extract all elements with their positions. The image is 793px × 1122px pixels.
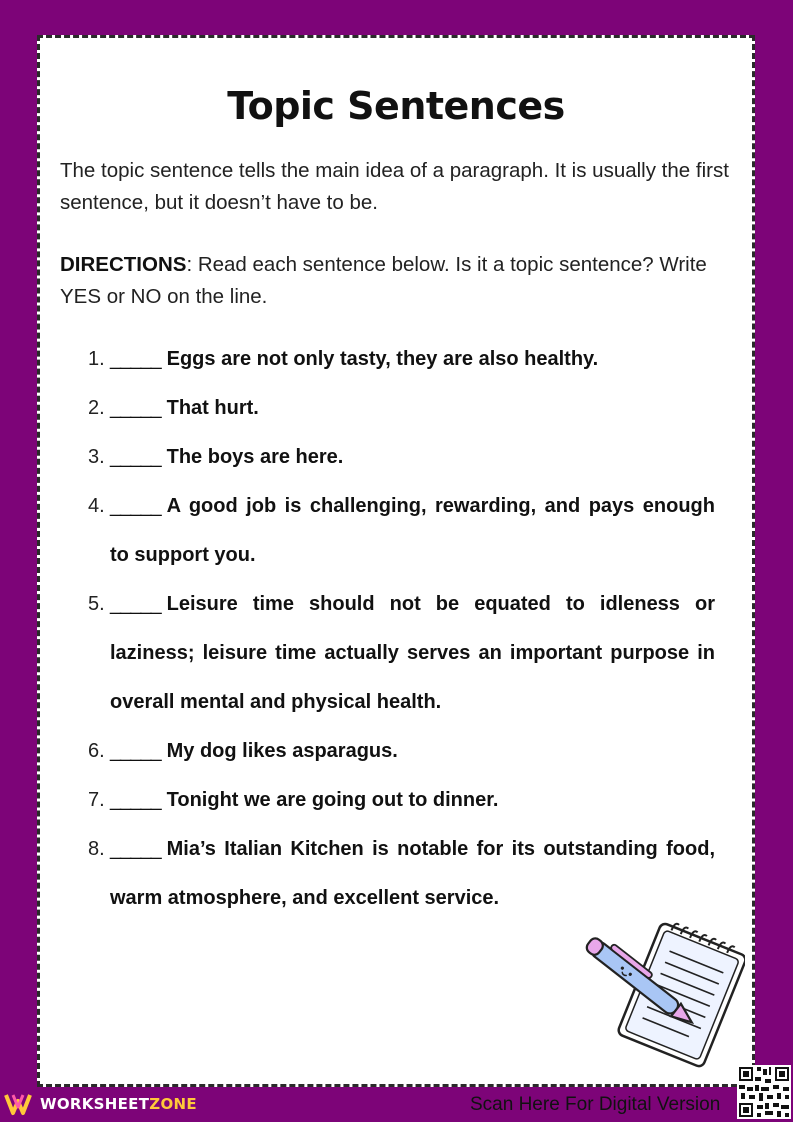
list-item [90, 433, 715, 482]
item-number: 5. [88, 593, 105, 615]
list-item [90, 776, 715, 825]
item-number: 4. [88, 495, 105, 517]
item-sentence: Leisure time should not be equated to idleness or laziness; leisure time actually serves an important purpose in overall mental and physical health. [110, 593, 715, 713]
item-sentence: Tonight we are going out to dinner. [166, 789, 499, 811]
item-sentence: That hurt. [166, 397, 259, 419]
answer-blank[interactable]: _____ [110, 740, 161, 762]
page-title: Topic Sentences [227, 84, 565, 128]
item-number: 6. [88, 740, 105, 762]
directions-label: DIRECTIONS [60, 253, 187, 276]
list-item [90, 335, 715, 384]
worksheetzone-logo [4, 1091, 197, 1117]
notepad-pencil-illustration [575, 918, 745, 1068]
list-item [90, 384, 715, 433]
answer-blank[interactable]: _____ [110, 593, 161, 615]
answer-blank[interactable]: _____ [110, 397, 161, 419]
worksheet-page [37, 35, 755, 1087]
list-item [90, 727, 715, 776]
item-number: 7. [88, 789, 105, 811]
logo-accent-text: ZONE [149, 1095, 197, 1113]
item-sentence: The boys are here. [166, 446, 344, 468]
directions-paragraph [60, 249, 740, 313]
qr-code-icon[interactable] [737, 1065, 791, 1119]
item-sentence: Eggs are not only tasty, they are also healthy. [166, 348, 599, 370]
answer-blank[interactable]: _____ [110, 446, 161, 468]
answer-blank[interactable]: _____ [110, 348, 161, 370]
item-sentence: My dog likes asparagus. [166, 740, 398, 762]
sentence-list [90, 335, 715, 923]
list-item [90, 580, 715, 727]
intro-paragraph: The topic sentence tells the main idea of a paragraph. It is usually the first sentence, but it doesn’t have to be. [60, 159, 729, 214]
directions-text: : Read each sentence below. Is it a topic sentence? Write YES or NO on the line. [60, 253, 707, 308]
answer-blank[interactable]: _____ [110, 495, 161, 517]
logo-main-text: WORKSHEET [40, 1095, 150, 1113]
w-logo-icon [4, 1091, 36, 1117]
item-sentence: Mia’s Italian Kitchen is notable for its outstanding food, warm atmosphere, and excellent service. [110, 838, 715, 909]
item-number: 1. [88, 348, 105, 370]
item-sentence: A good job is challenging, rewarding, and pays enough to support you. [110, 495, 715, 566]
item-number: 3. [88, 446, 105, 468]
scan-label: Scan Here For Digital Version [470, 1094, 721, 1115]
item-number: 2. [88, 397, 105, 419]
answer-blank[interactable]: _____ [110, 789, 161, 811]
item-number: 8. [88, 838, 105, 860]
list-item [90, 825, 715, 923]
answer-blank[interactable]: _____ [110, 838, 161, 860]
list-item [90, 482, 715, 580]
